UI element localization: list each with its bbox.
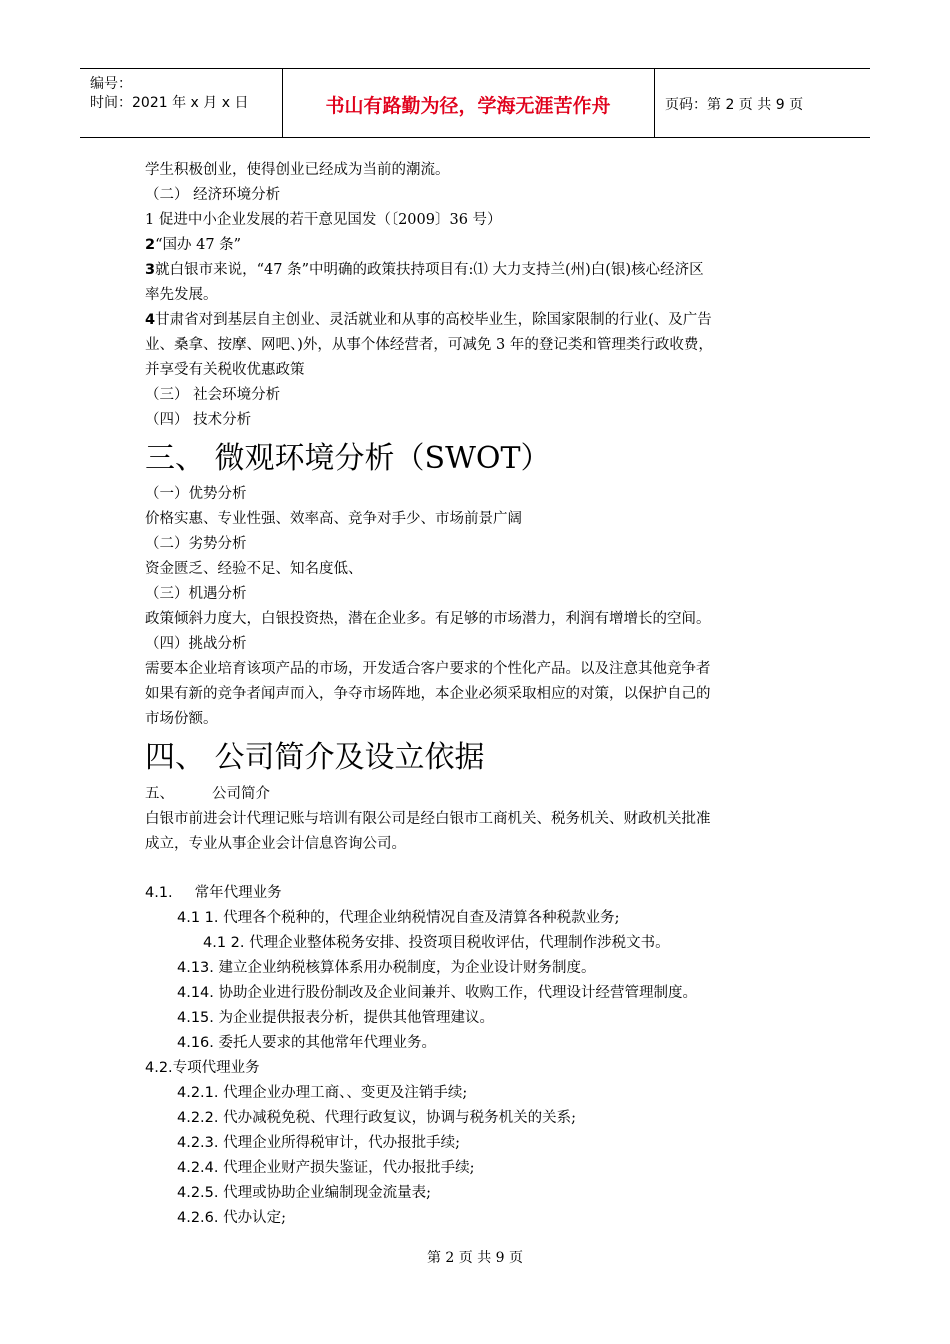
- list-item: [177, 1108, 576, 1128]
- header-info-cell: [80, 69, 283, 137]
- subsection-heading: （二）劣势分析: [145, 536, 247, 552]
- text-line: 1 促进中小企业发展的若干意见国发（〔2009〕36 号）: [145, 212, 502, 228]
- text-line: 业、桑拿、按摩、网吧、)外，从事个体经营者，可减免 3 年的登记类和管理类行政收费，: [145, 337, 713, 353]
- code-label: 编号：: [90, 76, 132, 92]
- item-number: 4.2.6.: [177, 1210, 219, 1226]
- subsection-heading: （四） 技术分析: [145, 412, 252, 428]
- item-text: 代理或协助企业编制现金流量表;: [223, 1185, 432, 1201]
- item-number: 4.14.: [177, 985, 214, 1001]
- item-text: 委托人要求的其他常年代理业务。: [218, 1035, 437, 1051]
- item-number: 4.2.2.: [177, 1110, 219, 1126]
- item-number: 4.1 1.: [177, 910, 219, 926]
- item-text: 甘肃省对到基层自主创业、灵活就业和从事的高校毕业生，除国家限制的行业(、及广告: [155, 312, 712, 328]
- text-line: 成立，专业从事企业会计信息咨询公司。: [145, 836, 406, 852]
- list-item: [177, 983, 697, 1003]
- list-item: [203, 933, 670, 953]
- item-number: 4.1 2.: [203, 935, 245, 951]
- item-text: 代办减税免税、代理行政复议，协调与税务机关的关系;: [223, 1110, 577, 1126]
- item-number: 4.16.: [177, 1035, 214, 1051]
- item-number: 4.13.: [177, 960, 214, 976]
- text-line: 学生积极创业，使得创业已经成为当前的潮流。: [145, 162, 450, 178]
- text-line: 资金匮乏、经验不足、知名度低、: [145, 561, 363, 577]
- item-number: 4: [145, 312, 156, 328]
- text-line: 如果有新的竞争者闻声而入，争夺市场阵地，本企业必须采取相应的对策，以保护自己的: [145, 686, 711, 702]
- item-number: 4.1.: [145, 885, 173, 901]
- text-line: 率先发展。: [145, 287, 218, 303]
- item-text: 为企业提供报表分析，提供其他管理建议。: [218, 1010, 495, 1026]
- text-line: 并享受有关税收优惠政策: [145, 362, 305, 378]
- item-number: 4.15.: [177, 1010, 214, 1026]
- subsection-heading: （三） 社会环境分析: [145, 387, 281, 403]
- item-number: 2: [145, 237, 156, 253]
- item-text: 代理企业所得税审计，代办报批手续;: [223, 1135, 461, 1151]
- header-motto-cell: [282, 69, 655, 137]
- list-item: [177, 1158, 475, 1178]
- subsection-heading: （四）挑战分析: [145, 636, 247, 652]
- list-item: [177, 1208, 286, 1228]
- item-text: 代办认定;: [223, 1210, 287, 1226]
- item-text: 代理各个税种的，代理企业纳税情况自查及清算各种税款业务;: [223, 910, 620, 926]
- item-text: 代理企业财产损失鉴证，代办报批手续;: [223, 1160, 475, 1176]
- list-item: [177, 908, 620, 928]
- motto: 书山有路勤为径，学海无涯苦作舟: [325, 95, 611, 117]
- section-heading: 三、 微观环境分析（SWOT）: [145, 441, 551, 476]
- page-label: 页码：第 2 页 共 9 页: [665, 97, 804, 113]
- item-text: 代理企业整体税务安排、投资项目税收评估，代理制作涉税文书。: [249, 935, 670, 951]
- subsection-heading: （三）机遇分析: [145, 586, 247, 602]
- list-item: [177, 1008, 494, 1028]
- subsection-heading: （二） 经济环境分析: [145, 187, 281, 203]
- list-item: [177, 1033, 436, 1053]
- text-line: 政策倾斜力度大，白银投资热，潜在企业多。有足够的市场潜力，利润有增增长的空间。: [145, 611, 711, 627]
- item-number: 4.2.1.: [177, 1085, 219, 1101]
- item-text: 专项代理业务: [172, 1060, 260, 1076]
- item-text: “国办 47 条”: [155, 237, 242, 253]
- list-item: [177, 1083, 467, 1103]
- item-text: 建立企业纳税核算体系用办税制度，为企业设计财务制度。: [218, 960, 596, 976]
- item-number: 4.2.5.: [177, 1185, 219, 1201]
- text-line: 价格实惠、专业性强、效率高、竞争对手少、市场前景广阔: [145, 511, 522, 527]
- item-number: 4.2.4.: [177, 1160, 219, 1176]
- text-line: 市场份额。: [145, 711, 218, 727]
- item-text: 就白银市来说，“47 条”中明确的政策扶持项目有:⑴ 大力支持兰(州)白(银)核心经济区: [155, 262, 704, 278]
- item-text: 代理企业办理工商、、变更及注销手续;: [223, 1085, 468, 1101]
- text-line: 需要本企业培育该项产品的市场，开发适合客户要求的个性化产品。以及注意其他竞争者: [145, 661, 711, 677]
- item-number: 3: [145, 262, 156, 278]
- list-heading: [145, 883, 282, 903]
- time-label: 时间：2021 年 x 月 x 日: [90, 95, 249, 111]
- page-header: [80, 68, 870, 138]
- item-number: 五、: [145, 786, 174, 802]
- text-line: 白银市前进会计代理记账与培训有限公司是经白银市工商机关、税务机关、财政机关批准: [145, 811, 711, 827]
- item-number: 4.2.: [145, 1060, 173, 1076]
- subsection-heading: （一）优势分析: [145, 486, 247, 502]
- header-page-cell: [655, 69, 870, 137]
- list-item: [177, 1183, 431, 1203]
- item-text: 协助企业进行股份制改及企业间兼并、收购工作，代理设计经营管理制度。: [218, 985, 698, 1001]
- page-footer: 第 2 页 共 9 页: [426, 1250, 524, 1266]
- item-number: 4.2.3.: [177, 1135, 219, 1151]
- list-item: [177, 958, 596, 978]
- text-line: [145, 260, 704, 280]
- item-text: 常年代理业务: [194, 885, 282, 901]
- subsection-heading: [145, 784, 270, 804]
- text-line: [145, 235, 241, 255]
- list-item: [177, 1133, 460, 1153]
- list-heading: [145, 1058, 260, 1078]
- text-line: [145, 310, 712, 330]
- item-text: 公司简介: [212, 786, 270, 802]
- section-heading: 四、 公司简介及设立依据: [145, 740, 485, 775]
